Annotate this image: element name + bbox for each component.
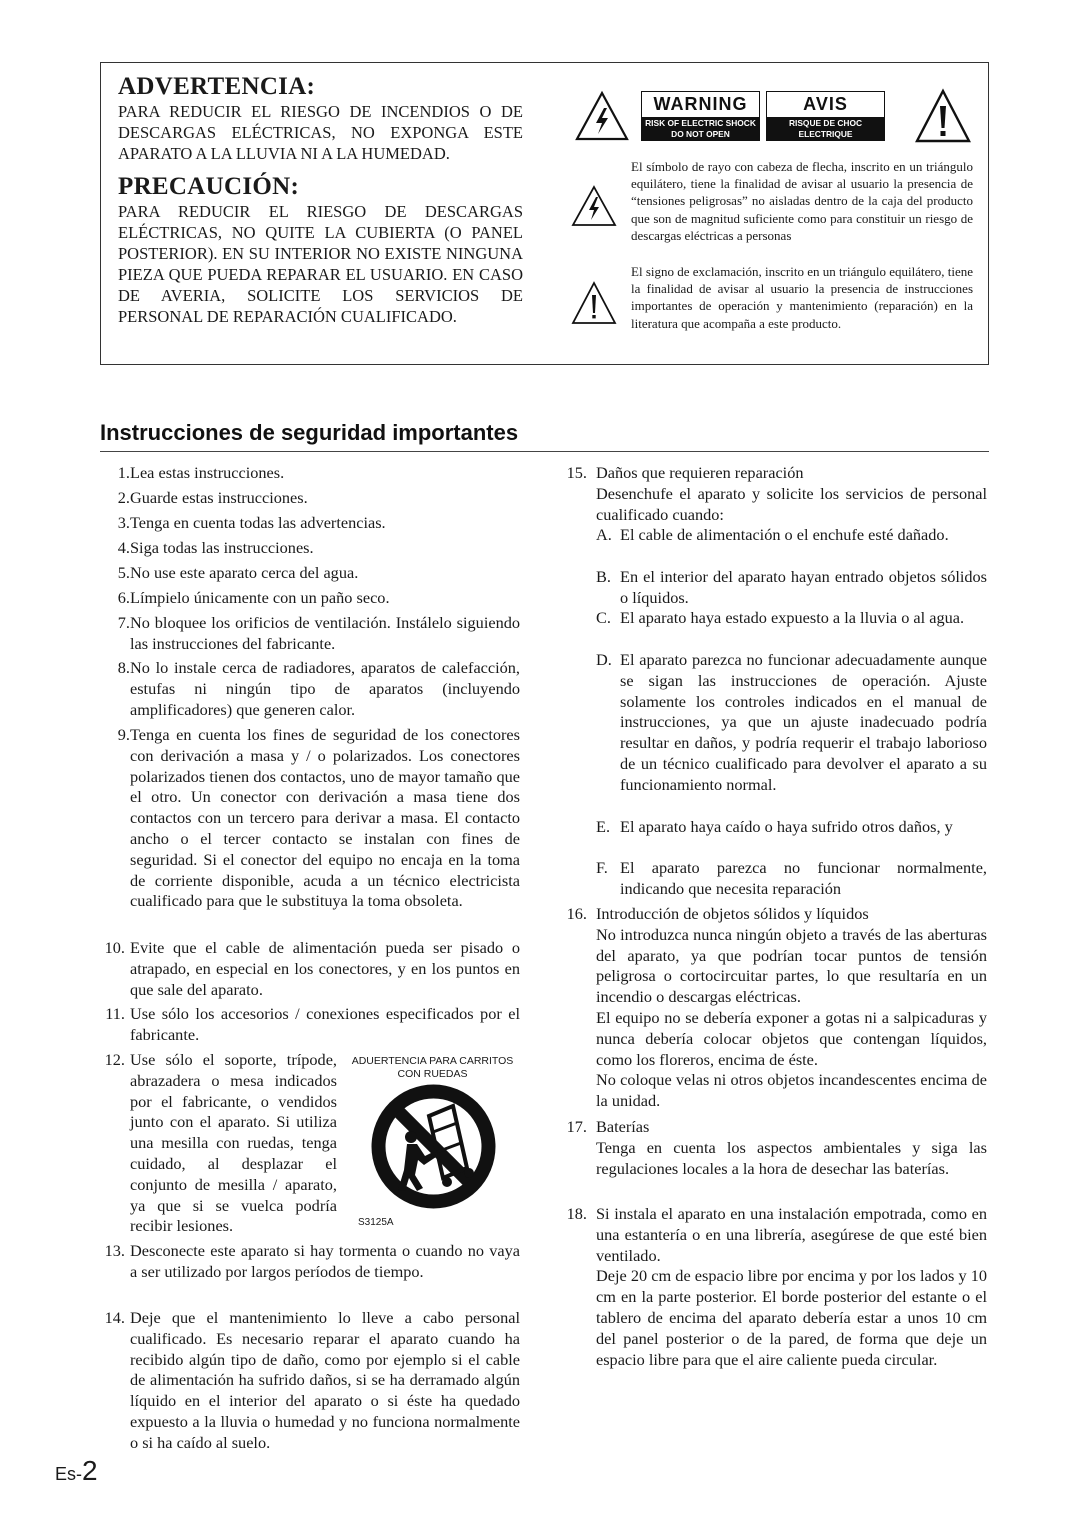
item-text: Deje que el mantenimiento lo lleve a cabo personal cualificado. Es necesario reparar el aparato cuando ha recibido algún tipo de daño, como por ejemplo si el cable de alimentación ha sufrido daños, si se ha derramado algún líquido en el interior del aparato o si éste ha quedado expuesto a la lluvia o humedad y no funciona normalmente o si ha caído al suelo. xyxy=(130,1308,520,1452)
sub-item-letter: D. xyxy=(596,650,612,669)
item-number: 3. xyxy=(117,513,130,532)
exclamation-symbol-description: El signo de exclamación, inscrito en un triángulo equilátero, tiene la finalidad de avisar al usuario la presencia de instrucciones importantes de operación y mantenimiento (reparación) en la literatura que acompaña a este producto. xyxy=(631,264,973,331)
warning-label xyxy=(641,91,760,141)
sub-item-text: El aparato haya estado expuesto a la lluvia o al agua. xyxy=(620,608,965,627)
sub-item-text: El aparato parezca no funcionar adecuadamente aunque se sigan las instrucciones de operación. Ajuste solamente los controles indicados en el manual de instrucciones, ya que un ajuste inadecuado podría resultar en daños, y podría requerir el trabajo laborioso de un técnico cualificado para devolver el aparato a su funcionamiento normal. xyxy=(620,650,987,794)
avis-label-line1: RISQUE DE CHOC ELECTRIQUE xyxy=(788,118,863,139)
item-text: Desenchufe el aparato y solicite los servicios de personal cualificado cuando: xyxy=(596,483,987,524)
page-number-prefix: Es- xyxy=(55,1464,82,1484)
exclamation-symbol-icon xyxy=(571,281,617,325)
list-item xyxy=(100,938,520,1000)
sub-item-text: El cable de alimentación o el enchufe esté dañado. xyxy=(620,525,949,544)
item-text: No introduzca nunca ningún objeto a través de las aberturas del aparato, ya que podrían tocar puntos de tensión peligrosa o cortocircuitar partes, lo que resultaría en un incendio o descargas eléctricas. xyxy=(596,924,987,1007)
sub-item-letter: C. xyxy=(596,608,611,627)
advertencia-heading: ADVERTENCIA: xyxy=(118,73,316,100)
item-text: Tenga en cuenta los aspectos ambientales y siga las regulaciones locales a la hora de desechar las baterías. xyxy=(596,1137,987,1178)
sub-item-text: El aparato parezca no funcionar normalmente, indicando que necesita reparación xyxy=(620,858,987,898)
item-text: Use sólo el soporte, trípode, abrazadera o mesa indicados por el fabricante, o vendidos junto con el aparato. Si utiliza una mesilla con ruedas, tenga cuidado, al desplazar el conjunto de mesilla / aparato, ya que si se vuelca podría recibir lesiones. xyxy=(130,1050,337,1236)
sub-item xyxy=(596,567,987,609)
warning-label-line2: DO NOT OPEN xyxy=(671,128,730,139)
list-item xyxy=(562,1117,987,1179)
item-number: 10. xyxy=(104,938,125,957)
list-item xyxy=(105,563,520,584)
precaucion-heading: PRECAUCIÓN: xyxy=(118,173,300,200)
cart-warning-caption: ADUERTENCIA PARA CARRITOS CON RUEDAS xyxy=(351,1055,514,1080)
avis-label-title: AVIS xyxy=(767,92,884,117)
lightning-triangle-icon xyxy=(574,90,630,142)
list-item xyxy=(105,613,520,655)
item-number: 14. xyxy=(104,1308,125,1327)
item-text: No lo instale cerca de radiadores, aparatos de calefacción, estufas ni ningún tipo de aparatos (incluyendo amplificadores) que generen calor. xyxy=(130,658,520,719)
item-number: 2. xyxy=(117,488,130,507)
item-text: Evite que el cable de alimentación pueda ser pisado o atrapado, en especial en los conectores, y en los puntos en que sale del aparato. xyxy=(130,938,520,999)
sub-item-letter: F. xyxy=(596,858,608,877)
list-item xyxy=(105,725,520,912)
item-number: 7. xyxy=(117,613,130,632)
sub-item-text: El aparato haya caído o haya sufrido otros daños, y xyxy=(620,817,953,836)
warning-label-subtext xyxy=(642,117,759,140)
item-number: 11. xyxy=(105,1004,125,1023)
item-title: Daños que requieren reparación xyxy=(596,463,804,482)
sub-item xyxy=(596,525,987,546)
item-text: Siga todas las instrucciones. xyxy=(130,538,314,557)
item-number: 1. xyxy=(117,463,130,482)
warning-label-title: WARNING xyxy=(642,92,759,117)
item-title: Baterías xyxy=(596,1117,650,1136)
item-number: 8. xyxy=(117,658,130,677)
item-title: Introducción de objetos sólidos y líquidos xyxy=(596,904,869,923)
avis-label-subtext xyxy=(767,117,884,149)
list-item xyxy=(100,1308,520,1454)
sub-item-text: En el interior del aparato hayan entrado objetos sólidos o líquidos. xyxy=(620,567,987,607)
item-text: Límpielo únicamente con un paño seco. xyxy=(130,588,390,607)
sub-item xyxy=(596,817,987,838)
item-text: Tenga en cuenta los fines de seguridad de los conectores con derivación a masa y / o polarizados. Los conectores polarizados tienen dos contactos, uno de mayor tamaño que el otro. Un conector con derivación a masa tiene dos contactos con un tercero para derivar a masa. El contacto ancho o el tercer contacto se instalan con fines de seguridad. Si el conector del equipo no encaja en la toma de corriente disponible, acuda a un técnico electricista cualificado para que le substituya la toma obsoleta. xyxy=(130,725,520,911)
item-text: No bloquee los orificios de ventilación. Instálelo siguiendo las instrucciones del fabricante. xyxy=(130,613,520,653)
warning-label-line1: RISK OF ELECTRIC SHOCK xyxy=(645,118,756,128)
item-text: Si instala el aparato en una instalación empotrada, como en una estantería o en una librería, asegúrese de que esté bien ventilado. xyxy=(596,1204,987,1265)
sub-item xyxy=(596,650,987,796)
page-number xyxy=(55,1456,98,1489)
warning-box xyxy=(100,62,989,365)
item-number: 18. xyxy=(566,1204,587,1223)
item-text: Guarde estas instrucciones. xyxy=(130,488,308,507)
item-number: 13. xyxy=(104,1241,125,1260)
item-text: Tenga en cuenta todas las advertencias. xyxy=(130,513,386,532)
cart-figure-code: S3125A xyxy=(358,1217,394,1228)
item-number: 4. xyxy=(117,538,130,557)
list-item xyxy=(562,463,987,525)
item-text: No coloque velas ni otros objetos incandescentes encima de la unidad. xyxy=(596,1070,987,1111)
list-item xyxy=(105,588,520,609)
list-item xyxy=(105,463,520,484)
list-item xyxy=(100,1004,520,1046)
item-text: Deje 20 cm de espacio libre por encima y por los lados y 10 cm en la parte posterior. El borde posterior del estante o el tablero de encima del aparato debería estar a unos 10 cm del panel posterior o de la pared, de forma que deje un espacio libre para que el aire caliente pueda circular. xyxy=(596,1266,987,1369)
cart-tip-over-icon xyxy=(367,1080,500,1213)
item-text: Desconecte este aparato si hay tormenta o cuando no vaya a ser utilizado por largos períodos de tiempo. xyxy=(130,1241,520,1281)
sub-item xyxy=(596,858,987,900)
caution-label-row xyxy=(574,88,974,149)
lightning-symbol-icon xyxy=(571,185,617,227)
precaucion-text: PARA REDUCIR EL RIESGO DE DESCARGAS ELÉCTRICAS, NO QUITE LA CUBIERTA (O PANEL POSTERIOR). EN SU INTERIOR NO EXISTE NINGUNA PIEZA QUE PUEDA REPARAR EL USUARIO. EN CASO DE AVERIA, SOLICITE LOS SERVICIOS DE PERSONAL DE REPARACIÓN CUALIFICADO. xyxy=(118,202,523,326)
list-item xyxy=(105,488,520,509)
list-item xyxy=(105,658,520,720)
section-title: Instrucciones de seguridad importantes xyxy=(100,420,519,445)
item-number: 15. xyxy=(566,463,587,482)
sub-item xyxy=(596,608,987,629)
item-text: Use sólo los accesorios / conexiones especificados por el fabricante. xyxy=(130,1004,520,1044)
exclamation-triangle-icon xyxy=(914,88,972,144)
list-item xyxy=(562,904,987,1112)
warning-text-column xyxy=(118,73,523,327)
sub-item-letter: B. xyxy=(596,567,611,586)
item-text: Lea estas instrucciones. xyxy=(130,463,285,482)
item-number: 6. xyxy=(117,588,130,607)
page-number-value: 2 xyxy=(82,1455,98,1486)
sub-item-letter: A. xyxy=(596,525,612,544)
item-number: 9. xyxy=(117,725,130,744)
list-item xyxy=(562,1204,987,1370)
list-item xyxy=(100,1241,520,1283)
list-item xyxy=(105,513,520,534)
section-divider xyxy=(100,451,989,452)
sub-item-letter: E. xyxy=(596,817,611,836)
avis-label xyxy=(766,91,885,149)
item-text: El equipo no se debería exponer a gotas ni a salpicaduras y nunca debería colocar objetos que contengan líquidos, como los floreros, encima de éste. xyxy=(596,1007,987,1069)
list-item xyxy=(105,538,520,559)
item-number: 17. xyxy=(566,1117,587,1136)
advertencia-text: PARA REDUCIR EL RIESGO DE INCENDIOS O DE DESCARGAS ELÉCTRICAS, NO EXPONGA ESTE APARATO A LA LLUVIA NI A LA HUMEDAD. xyxy=(118,102,523,163)
item-number: 5. xyxy=(117,563,130,582)
item-number: 16. xyxy=(566,904,587,923)
item-text: No use este aparato cerca del agua. xyxy=(130,563,359,582)
item-number: 12. xyxy=(104,1050,125,1069)
lightning-symbol-description: El símbolo de rayo con cabeza de flecha, inscrito en un triángulo equilátero, tiene la finalidad de avisar al usuario la presencia de “tensiones peligrosas” no aisladas dentro de la caja del producto que son de magnitud suficiente como para constituir un riesgo de descargas eléctricas a personas xyxy=(631,159,973,243)
list-item xyxy=(100,1050,337,1237)
avis-label-line2: NE PAS OUVRIR xyxy=(792,139,859,149)
